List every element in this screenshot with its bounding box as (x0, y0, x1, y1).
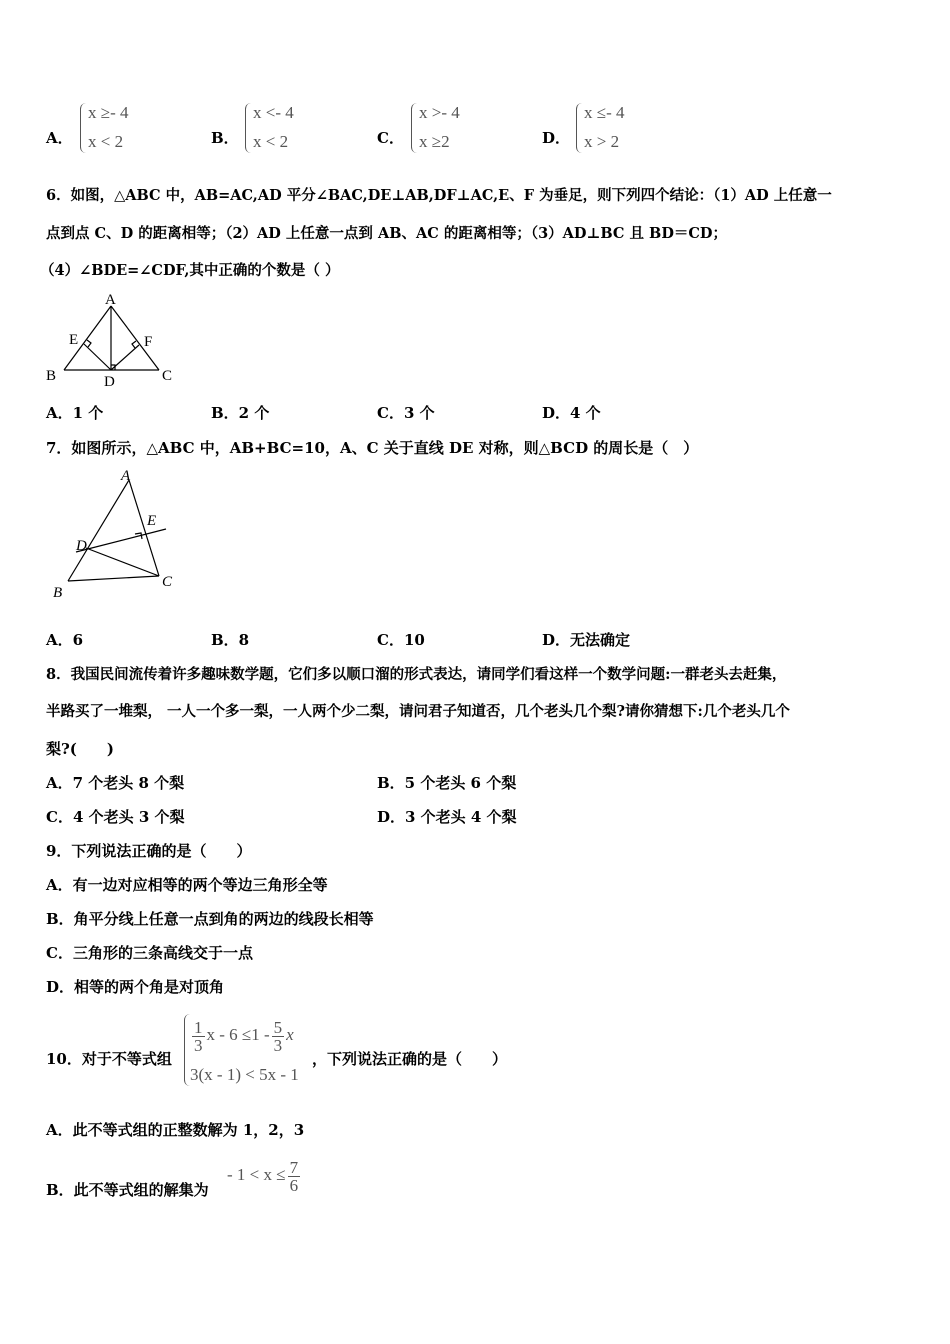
q10-line1-x: x (286, 1025, 294, 1044)
q5-option-a-label: A． (46, 129, 73, 147)
q5-option-b-brace (245, 103, 252, 153)
q6-stem-line1: 6．如图，△ABC 中，AB=AC,AD 平分∠BAC,DE⊥AB,DF⊥AC,E、F 为垂足，则下列四个结论：（1）AD 上任意一 (46, 187, 832, 204)
q10-system-line1 (190, 1014, 294, 1056)
q6-option-a: A．1 个 (46, 404, 104, 422)
q5-option-b-label: B． (211, 129, 239, 147)
q10-option-b-ineq: - 1 < x ≤ (227, 1165, 286, 1184)
q10-frac1-den: 3 (194, 1035, 203, 1055)
q8-option-b: B．5 个老头 6 个梨 (377, 774, 517, 792)
q5-option-b-line2: x < 2 (253, 132, 289, 151)
q6-label-e: E (69, 332, 79, 348)
q6-label-c: C (162, 368, 173, 384)
q9-stem: 9．下列说法正确的是（ ） (46, 842, 252, 860)
q10-option-a: A．此不等式组的正整数解为 1，2，3 (46, 1121, 305, 1139)
q10-line1-mid: x - 6 ≤1 - (206, 1025, 270, 1044)
q10-frac2-den: 3 (273, 1035, 283, 1055)
q6-label-b: B (46, 368, 57, 384)
q6-option-d: D．4 个 (542, 404, 601, 422)
q8-option-a: A．7 个老头 8 个梨 (46, 774, 185, 792)
q6-stem-line2: 点到点 C、D 的距离相等；（2）AD 上任意一点到 AB、AC 的距离相等；（3）AD⊥BC 且 BD＝CD； (46, 225, 728, 242)
q7-option-a: A．6 (46, 631, 84, 649)
q5-option-c-line1: x >- 4 (419, 103, 460, 122)
q6-label-a: A (105, 292, 116, 308)
q7-label-e: E (147, 513, 157, 529)
q9-option-c: C．三角形的三条高线交于一点 (46, 944, 253, 962)
q7-option-d: D．无法确定 (542, 631, 631, 649)
q7-stem: 7．如图所示，△ABC 中，AB+BC=10，A、C 关于直线 DE 对称，则△BCD 的周长是（ ） (46, 439, 699, 457)
q10-option-b-frac-num: 7 (289, 1157, 299, 1177)
q8-stem-line3: 梨?( ) (46, 740, 114, 758)
q7-label-a: A (121, 468, 131, 484)
q7-label-b: B (53, 585, 63, 601)
q6-label-f: F (144, 334, 153, 350)
q5-option-c-brace (411, 103, 418, 153)
q9-option-a: A．有一边对应相等的两个等边三角形全等 (46, 876, 328, 894)
q6-triangle-figure (40, 288, 190, 388)
q7-option-c: C．10 (377, 631, 425, 649)
q5-option-b-line1: x <- 4 (253, 103, 294, 122)
q7-label-c: C (162, 574, 173, 590)
q7-triangle-figure (46, 462, 186, 602)
q5-option-d-line1: x ≤- 4 (584, 103, 625, 122)
q7-label-d: D (76, 538, 87, 554)
q10-frac2-num: 5 (273, 1017, 283, 1037)
q5-option-d-label: D． (542, 129, 571, 147)
q6-label-d: D (104, 374, 115, 388)
q10-frac1-num: 1 (194, 1017, 203, 1037)
q10-option-b: B．此不等式组的解集为 (46, 1181, 209, 1199)
q8-stem-line1: 8．我国民间流传着许多趣味数学题，它们多以顺口溜的形式表达，请同学们看这样一个数学问题:一群老头去赶集， (46, 666, 787, 683)
q5-option-c-line2: x ≥2 (419, 132, 450, 151)
q9-option-d: D．相等的两个角是对顶角 (46, 978, 225, 996)
q8-option-c: C．4 个老头 3 个梨 (46, 808, 185, 826)
q8-option-d: D．3 个老头 4 个梨 (377, 808, 517, 826)
q5-option-d-line2: x > 2 (584, 132, 620, 151)
q6-stem-line3: （4）∠BDE=∠CDF,其中正确的个数是（ ） (40, 262, 340, 279)
q8-stem-line2: 半路买了一堆梨， 一人一个多一梨，一人两个少二梨，请问君子知道否，几个老头几个梨?请你猜想下:几个老头几个 (46, 703, 790, 720)
q6-option-b: B．2 个 (211, 404, 270, 422)
q5-option-a-brace (80, 103, 87, 153)
q10-system-line2: 3(x - 1) < 5x - 1 (190, 1065, 299, 1084)
q5-option-a-line1: x ≥- 4 (88, 103, 129, 122)
q5-option-a-line2: x < 2 (88, 132, 124, 151)
q7-option-b: B．8 (211, 631, 250, 649)
q10-option-b-math (227, 1152, 302, 1198)
q10-stem-after: ，下列说法正确的是（ ） (312, 1050, 508, 1068)
q6-option-c: C．3 个 (377, 404, 435, 422)
q10-stem-before: 10．对于不等式组 (46, 1050, 172, 1068)
q5-option-d-brace (576, 103, 583, 153)
q9-option-b: B．角平分线上任意一点到角的两边的线段长相等 (46, 910, 374, 928)
q5-option-c-label: C． (377, 129, 404, 147)
q10-option-b-frac-den: 6 (289, 1175, 299, 1195)
